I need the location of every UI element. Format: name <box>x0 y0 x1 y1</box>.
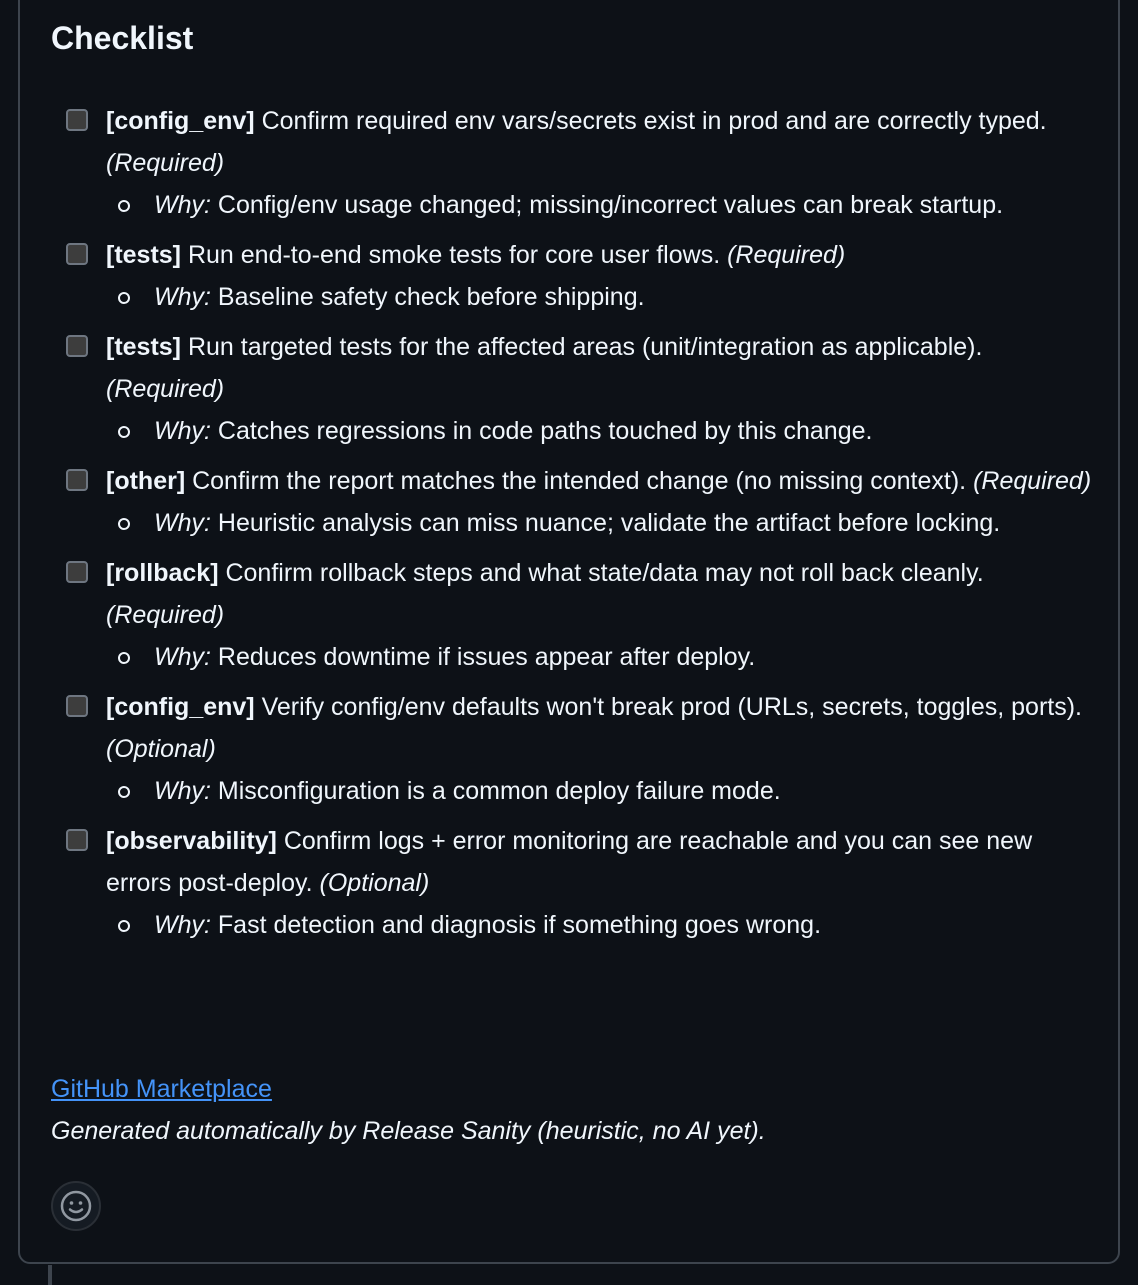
why-text: Catches regressions in code paths touched by this change. <box>210 417 873 445</box>
generated-note: Generated automatically by Release Sanity (heuristic, no AI yet). <box>51 1117 766 1145</box>
item-requirement: (Required) <box>106 149 225 177</box>
task-checkbox[interactable] <box>66 695 88 717</box>
item-text: Confirm logs + error monitoring are reachable and you can see new errors post-deploy. <box>106 827 1033 897</box>
checklist-item <box>64 100 1104 226</box>
task-checkbox[interactable] <box>66 335 88 357</box>
item-tag: [observability] <box>106 827 277 855</box>
why-label: Why: <box>154 643 211 671</box>
task-checkbox[interactable] <box>66 109 88 131</box>
why-item <box>154 904 1104 946</box>
why-label: Why: <box>154 283 211 311</box>
why-text: Baseline safety check before shipping. <box>210 283 645 311</box>
why-text: Misconfiguration is a common deploy failure mode. <box>210 777 781 805</box>
item-text: Confirm rollback steps and what state/data may not roll back cleanly. <box>218 559 984 587</box>
checklist-item <box>64 552 1104 678</box>
why-item <box>154 410 1104 452</box>
checklist-item <box>64 234 1104 318</box>
timeline-line <box>48 1265 52 1285</box>
item-text: Confirm required env vars/secrets exist in prod and are correctly typed. <box>254 107 1047 135</box>
item-requirement: (Required) <box>106 375 225 403</box>
item-requirement: (Required) <box>973 467 1092 495</box>
checklist-heading: Checklist <box>51 20 194 56</box>
why-label: Why: <box>154 777 211 805</box>
item-tag: [rollback] <box>106 559 219 587</box>
item-requirement: (Optional) <box>106 735 216 763</box>
why-text: Fast detection and diagnosis if something goes wrong. <box>210 911 822 939</box>
checklist-item <box>64 820 1104 946</box>
task-checkbox[interactable] <box>66 829 88 851</box>
why-text: Config/env usage changed; missing/incorrect values can break startup. <box>210 191 1004 219</box>
why-label: Why: <box>154 191 211 219</box>
checklist-item <box>64 460 1104 544</box>
task-checkbox[interactable] <box>66 561 88 583</box>
item-text: Run targeted tests for the affected areas (unit/integration as applicable). <box>181 333 983 361</box>
why-text: Heuristic analysis can miss nuance; validate the artifact before locking. <box>210 509 1001 537</box>
checklist-item <box>64 686 1104 812</box>
why-label: Why: <box>154 911 211 939</box>
checklist <box>64 100 1104 954</box>
why-item <box>154 502 1104 544</box>
task-checkbox[interactable] <box>66 243 88 265</box>
item-requirement: (Optional) <box>319 869 430 897</box>
item-text: Verify config/env defaults won't break prod (URLs, secrets, toggles, ports). <box>254 693 1083 721</box>
checklist-item <box>64 326 1104 452</box>
item-tag: [tests] <box>106 333 182 361</box>
footer <box>51 1068 766 1152</box>
item-requirement: (Required) <box>106 601 225 629</box>
task-checkbox[interactable] <box>66 469 88 491</box>
why-label: Why: <box>154 509 211 537</box>
item-tag: [config_env] <box>106 107 255 135</box>
item-tag: [config_env] <box>106 693 255 721</box>
why-item <box>154 770 1104 812</box>
why-label: Why: <box>154 417 211 445</box>
why-item <box>154 184 1104 226</box>
item-requirement: (Required) <box>727 241 846 269</box>
item-tag: [other] <box>106 467 186 495</box>
smiley-icon <box>60 1190 92 1222</box>
why-text: Reduces downtime if issues appear after deploy. <box>210 643 756 671</box>
add-reaction-button[interactable] <box>51 1181 101 1231</box>
marketplace-link[interactable]: GitHub Marketplace <box>51 1075 272 1103</box>
item-text: Run end-to-end smoke tests for core user flows. <box>181 241 728 269</box>
why-item <box>154 276 1104 318</box>
why-item <box>154 636 1104 678</box>
item-tag: [tests] <box>106 241 182 269</box>
item-text: Confirm the report matches the intended change (no missing context). <box>185 467 974 495</box>
